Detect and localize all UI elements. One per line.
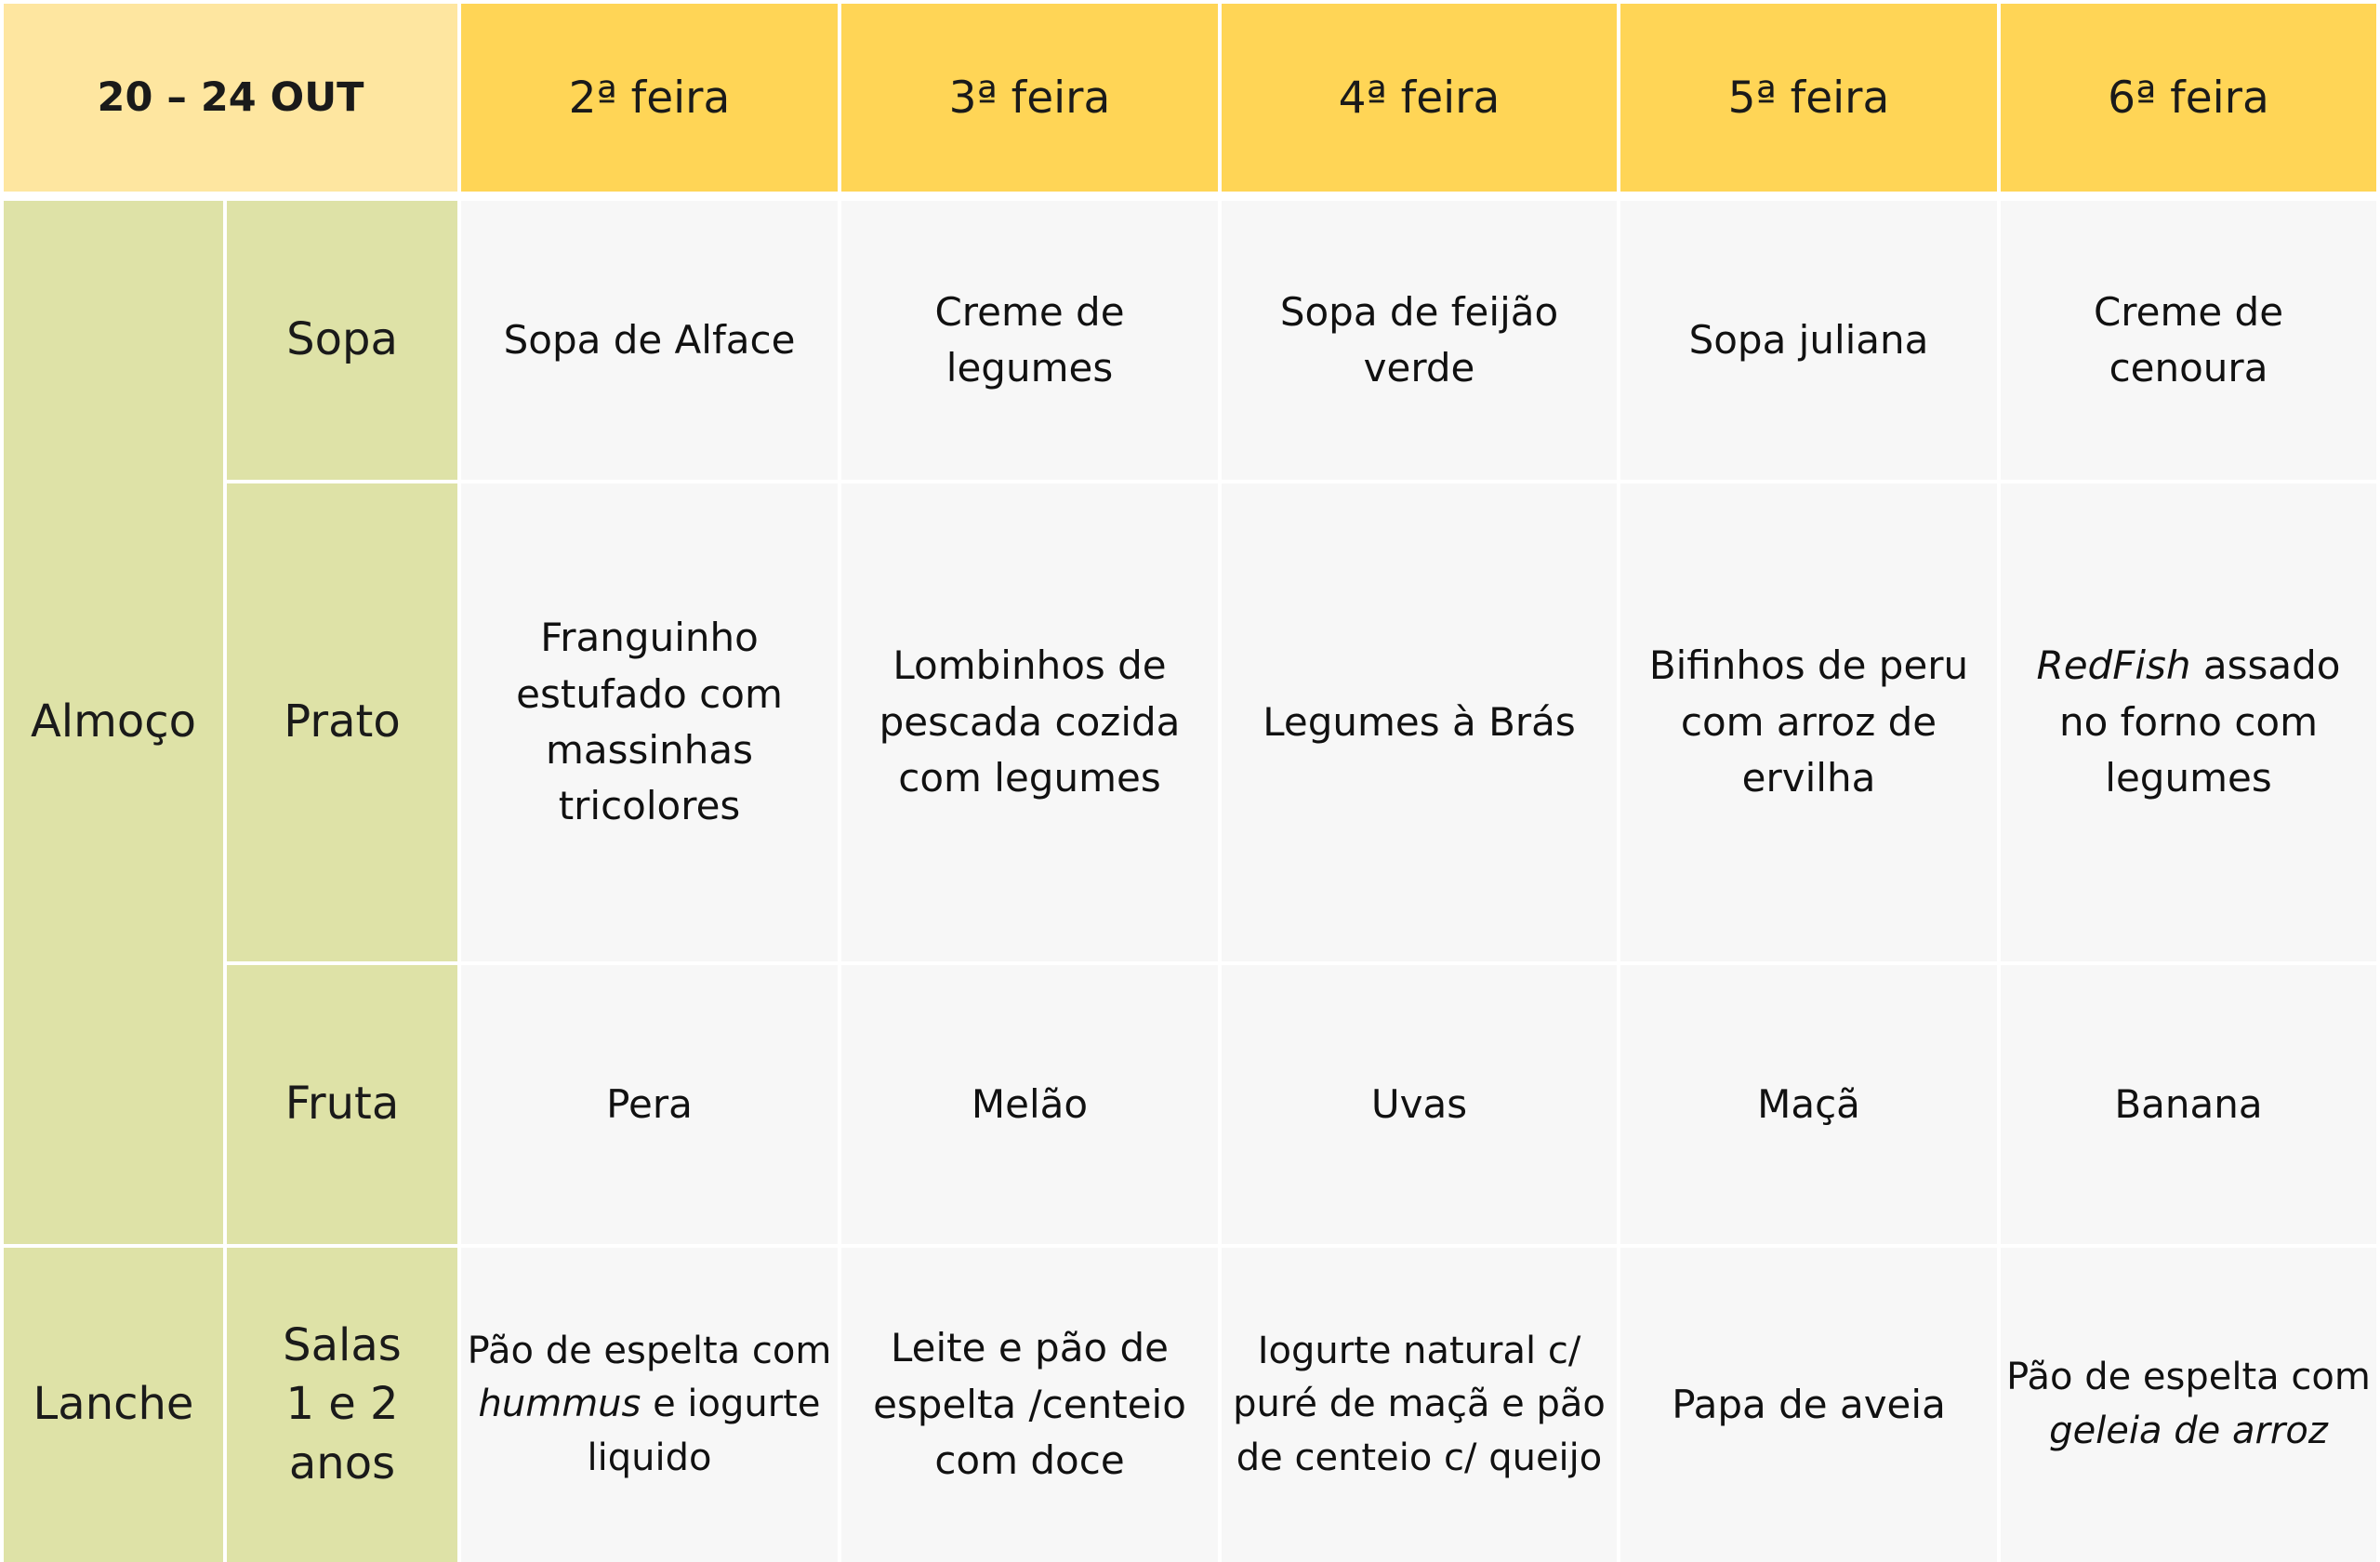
day-header-friday: 6ª feira (2001, 4, 2376, 192)
cell-prato-thursday: Bifinhos de peru com arroz de ervilha (1620, 483, 1997, 961)
cell-lanche-thursday: Papa de aveia (1620, 1248, 1997, 1562)
row-label-prato: Prato (227, 483, 457, 961)
cell-sopa-thursday: Sopa juliana (1620, 201, 1997, 480)
redfish-rest: assado no forno com legumes (2058, 642, 2341, 801)
section-label-almoco: Almoço (4, 201, 223, 1244)
lanche-monday-after: e iogurte liquido (587, 1383, 821, 1479)
cell-sopa-monday: Sopa de Alface (461, 201, 838, 480)
cell-lanche-monday-text (467, 1325, 832, 1486)
cell-lanche-friday-text (2006, 1351, 2371, 1458)
section-label-lanche: Lanche (4, 1248, 223, 1562)
lanche-monday-before: Pão de espelta com (467, 1329, 832, 1372)
day-header-thursday: 5ª feira (1620, 4, 1997, 192)
cell-sopa-wednesday: Sopa de feijão verde (1222, 201, 1617, 480)
cell-lanche-wednesday: Iogurte natural c/ puré de maçã e pão de centeio c/ queijo (1222, 1248, 1617, 1562)
week-range-header: 20 – 24 OUT (4, 4, 457, 192)
cell-fruta-tuesday: Melão (841, 965, 1218, 1244)
cell-fruta-friday: Banana (2001, 965, 2376, 1244)
cell-sopa-friday: Creme de cenoura (2001, 201, 2376, 480)
row-label-fruta: Fruta (227, 965, 457, 1244)
cell-lanche-tuesday: Leite e pão de espelta /centeio com doce (841, 1248, 1218, 1562)
hummus-italic: hummus (478, 1383, 641, 1426)
geleia-italic: geleia de arroz (2049, 1410, 2328, 1452)
cell-prato-monday: Franguinho estufado com massinhas tricolores (461, 483, 838, 961)
lanche-friday-before: Pão de espelta com (2006, 1356, 2371, 1399)
cell-prato-friday (2001, 483, 2376, 961)
row-label-sopa: Sopa (227, 201, 457, 480)
cell-prato-tuesday: Lombinhos de pescada cozida com legumes (841, 483, 1218, 961)
cell-lanche-monday (461, 1248, 838, 1562)
cell-prato-wednesday: Legumes à Brás (1222, 483, 1617, 961)
cell-fruta-wednesday: Uvas (1222, 965, 1617, 1244)
cell-prato-friday-text (2029, 638, 2348, 806)
redfish-italic: RedFish (2036, 642, 2191, 689)
cell-lanche-friday (2001, 1248, 2376, 1562)
cell-sopa-tuesday: Creme de legumes (841, 201, 1218, 480)
day-header-tuesday: 3ª feira (841, 4, 1218, 192)
cell-fruta-thursday: Maçã (1620, 965, 1997, 1244)
day-header-wednesday: 4ª feira (1222, 4, 1617, 192)
row-label-salas: Salas 1 e 2 anos (227, 1248, 457, 1562)
day-header-monday: 2ª feira (461, 4, 838, 192)
cell-fruta-monday: Pera (461, 965, 838, 1244)
